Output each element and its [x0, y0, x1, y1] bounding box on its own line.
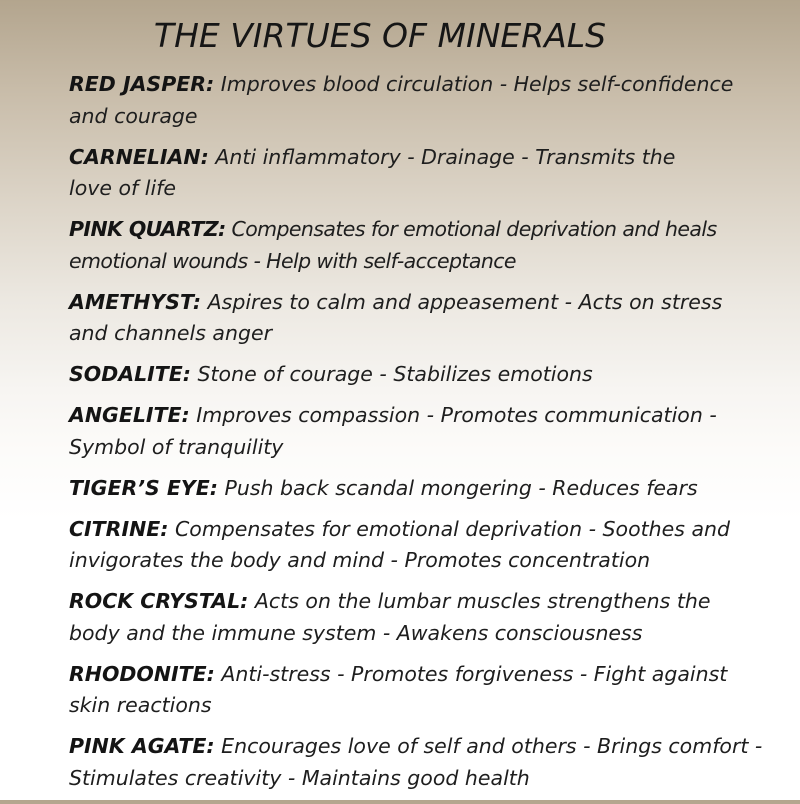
mineral-item-sodalite: [69, 359, 784, 391]
mineral-description: Aspires to calm and appeasement - Acts on stress and channels anger: [69, 289, 723, 345]
mineral-item-carnelian: [69, 142, 679, 205]
mineral-description: Compensates for emotional deprivation - Soothes and invigorates the body and mind - Promotes concentration: [69, 516, 731, 572]
mineral-item-angelite: [69, 400, 734, 463]
mineral-item-pink-agate: [69, 731, 784, 794]
mineral-description: Improves blood circulation - Helps self-confidence and courage: [69, 72, 734, 128]
mineral-description: Encourages love of self and others - Brings comfort - Stimulates creativity - Maintains good health: [69, 734, 763, 790]
mineral-name: PINK AGATE:: [69, 734, 215, 758]
mineral-item-red-jasper: [69, 69, 734, 132]
page-title: THE VIRTUES OF MINERALS: [153, 16, 607, 55]
mineral-name: RHODONITE:: [69, 661, 215, 686]
mineral-description: Improves compassion - Promotes communication - Symbol of tranquility: [69, 403, 717, 459]
mineral-name: ROCK CRYSTAL:: [69, 589, 249, 613]
mineral-name: PINK QUARTZ:: [69, 217, 226, 241]
mineral-item-pink-quartz: [69, 214, 784, 277]
mineral-item-tigers-eye: [69, 473, 784, 505]
mineral-description: Stone of courage - Stabilizes emotions: [197, 362, 593, 386]
mineral-description: Compensates for emotional deprivation and heals emotional wounds - Help with self-acceptance: [69, 217, 717, 273]
mineral-description: Anti inflammatory - Drainage - Transmits the love of life: [69, 144, 676, 200]
mineral-item-citrine: [69, 514, 784, 577]
mineral-name: CARNELIAN:: [69, 144, 209, 169]
mineral-item-rhodonite: [69, 659, 734, 722]
mineral-name: TIGER’S EYE:: [69, 475, 218, 500]
mineral-item-amethyst: [69, 287, 734, 350]
mineral-name: ANGELITE:: [69, 403, 190, 427]
mineral-description: Acts on the lumbar muscles strengthens the body and the immune system - Awakens consciousness: [69, 589, 711, 645]
mineral-list: [69, 69, 784, 804]
mineral-name: AMETHYST:: [69, 289, 202, 314]
mineral-name: CITRINE:: [69, 516, 169, 541]
mineral-name: SODALITE:: [69, 362, 191, 386]
mineral-description: Push back scandal mongering - Reduces fears: [224, 475, 698, 500]
mineral-name: RED JASPER:: [69, 72, 215, 96]
mineral-item-rock-crystal: [69, 586, 759, 649]
mineral-description: Anti-stress - Promotes forgiveness - Fight against skin reactions: [69, 661, 728, 717]
